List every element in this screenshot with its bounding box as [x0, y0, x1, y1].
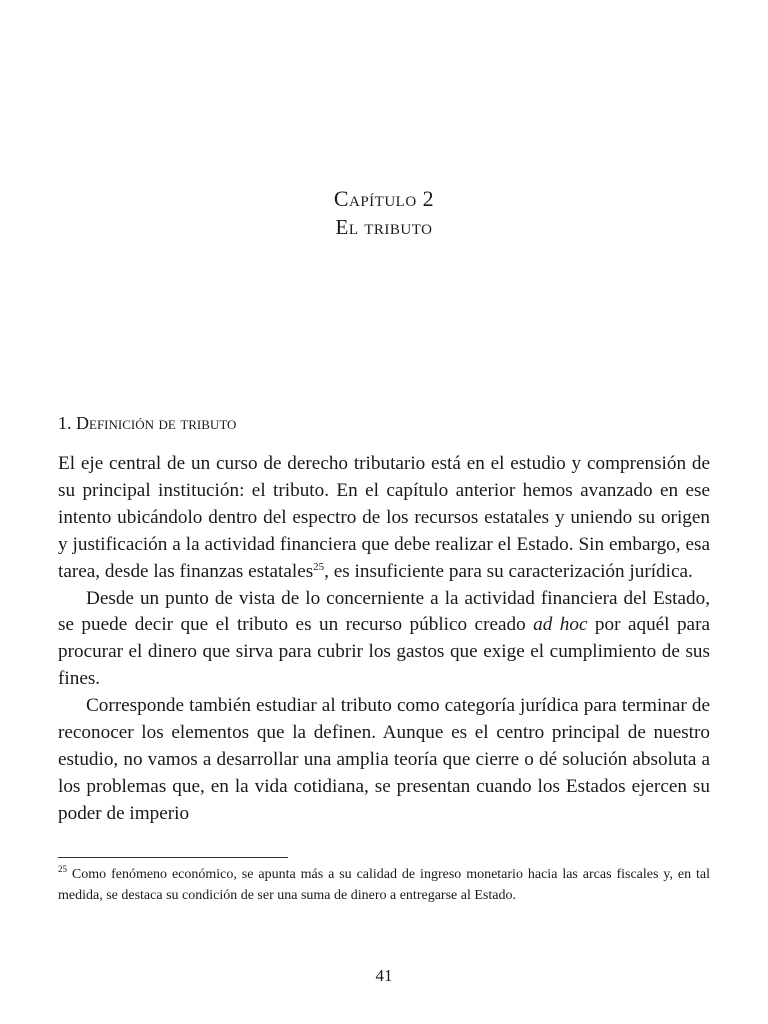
chapter-number: Capítulo 2 [333, 186, 435, 211]
page-number: 41 [375, 966, 393, 985]
paragraph-2-text-end: por aquél para procurar el dinero que sirva para cubrir los gastos que exige el cumplimiento de sus fines. [58, 614, 710, 690]
footnote-reference: 25 [313, 560, 325, 573]
paragraph-1 [58, 451, 710, 586]
footnote-divider [58, 857, 288, 858]
paragraph-2-text: Desde un punto de vista de lo concerniente a la actividad financiera del Estado, se puede decir que el tributo es un recurso público creado [58, 587, 710, 636]
paragraph-1-text: El eje central de un curso de derecho tributario está en el estudio y comprensión de su principal institución: el tributo. En el capítulo anterior hemos avanzado en ese intento ubicándolo dentro del espectro de los recursos estatales y uniendo su origen y justificación a la actividad financiera que debe realizar el Estado. Sin embargo, esa tarea, desde las finanzas estatales [58, 453, 710, 582]
paragraph-2 [58, 586, 710, 694]
paragraph-1-text-end: , es insuficiente para su caracterización jurídica. [324, 560, 693, 582]
footnote-text: Como fenómeno económico, se apunta más a su calidad de ingreso monetario hacia las arcas fiscales y, en tal medida, se destaca su condición de ser una suma de dinero a entregarse al Estado. [58, 867, 710, 903]
paragraph-3: Corresponde también estudiar al tributo como categoría jurídica para terminar de reconocer los elementos que la definen. Aunque es el centro principal de nuestro estudio, no vamos a desarrollar una amplia teoría que cierre o dé solución absoluta a los problemas que, en la vida cotidiana, se presentan cuando los Estados ejercen su poder de imperio [58, 695, 710, 824]
footnote-number: 25 [58, 864, 67, 874]
footnote [58, 864, 710, 906]
section-heading: 1. Definición de tributo [58, 413, 237, 433]
body-text [58, 451, 710, 828]
latin-term: ad hoc [533, 614, 588, 636]
chapter-title: El tributo [335, 215, 433, 239]
